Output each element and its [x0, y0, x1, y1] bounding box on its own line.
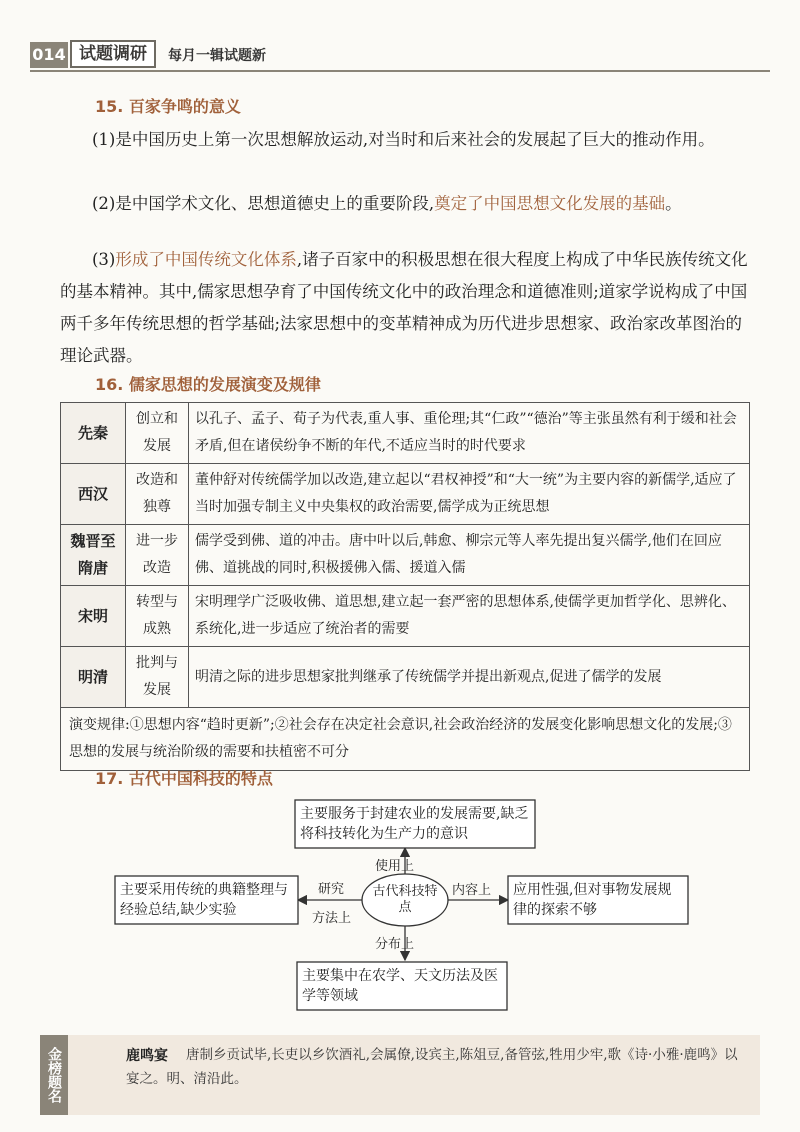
era-cell: 魏晋至隋唐 — [61, 525, 126, 586]
point-2-highlight: 奠定了中国思想文化发展的基础 — [434, 194, 666, 213]
description-cell: 董仲舒对传统儒学加以改造,建立起以“君权神授”和“大一统”为主要内容的新儒学,适应了当时加强专制主义中央集权的政治需要,儒学成为正统思想 — [189, 464, 750, 525]
footer-text: 唐制乡贡试毕,长吏以乡饮酒礼,会属僚,设宾主,陈俎豆,备管弦,牲用少牢,歌《诗·小雅·鹿鸣》以宴之。明、清沿此。 — [126, 1047, 738, 1087]
section-15-title: 15. 百家争鸣的意义 — [95, 97, 241, 116]
table-row — [61, 464, 750, 525]
right-box-text: 应用性强,但对事物发展规律的探索不够 — [513, 882, 672, 918]
era-cell: 明清 — [61, 647, 126, 708]
top-box-text: 主要服务于封建农业的发展需要,缺乏将科技转化为生产力的意识 — [300, 806, 529, 842]
tech-features-mindmap — [100, 790, 700, 1020]
bottom-box-text: 主要集中在农学、天文历法及医学等领域 — [302, 968, 498, 1004]
point-2-text-c: 。 — [665, 194, 682, 213]
header-subtitle: 每月一辑试题新 — [168, 48, 266, 64]
era-cell: 西汉 — [61, 464, 126, 525]
section-15-point-3 — [60, 244, 750, 372]
label-left-1: 研究 — [318, 882, 345, 897]
stage-cell: 转型与成熟 — [126, 586, 189, 647]
footer-term: 鹿鸣宴 — [126, 1048, 168, 1064]
stage-cell: 创立和发展 — [126, 403, 189, 464]
section-15-point-2 — [60, 188, 750, 220]
point-3-text-c: ,诸子百家中的积极思想在很大程度上构成了中华民族传统文化的基本精神。其中,儒家思想孕育了中国传统文化中的政治理念和道德准则;道家学说构成了中国两千多年传统思想的哲学基础;法家思想中的变革精神成为历代进步思想家、政治家改革图治的理论武器。 — [60, 250, 748, 365]
label-top: 使用上 — [375, 859, 415, 874]
header-divider — [30, 70, 770, 72]
page-header — [0, 0, 800, 78]
table-row — [61, 403, 750, 464]
page-number: 014 — [30, 42, 68, 68]
evolution-pattern-summary: 演变规律:①思想内容“趋时更新”;②社会存在决定社会意识,社会政治经济的发展变化影响思想文化的发展;③思想的发展与统治阶级的需要和扶植密不可分 — [61, 708, 750, 771]
stage-cell: 改造和独尊 — [126, 464, 189, 525]
description-cell: 儒学受到佛、道的冲击。唐中叶以后,韩愈、柳宗元等人率先提出复兴儒学,他们在回应佛、道挑战的同时,积极援佛入儒、援道入儒 — [189, 525, 750, 586]
table-row — [61, 525, 750, 586]
footer-strip: 金榜题名 — [40, 1035, 68, 1115]
stage-cell: 批判与发展 — [126, 647, 189, 708]
era-cell: 宋明 — [61, 586, 126, 647]
point-3-text-a: (3) — [92, 250, 116, 269]
description-cell: 明清之际的进步思想家批判继承了传统儒学并提出新观点,促进了儒学的发展 — [189, 647, 750, 708]
section-17-title: 17. 古代中国科技的特点 — [95, 769, 273, 788]
point-2-text-a: (2)是中国学术文化、思想道德史上的重要阶段, — [92, 194, 435, 213]
label-left-2: 方法上 — [312, 911, 352, 926]
description-cell: 宋明理学广泛吸收佛、道思想,建立起一套严密的思想体系,使儒学更加哲学化、思辨化、系统化,进一步适应了统治者的需要 — [189, 586, 750, 647]
point-3-highlight: 形成了中国传统文化体系 — [115, 250, 297, 269]
table-row — [61, 586, 750, 647]
section-15-point-1: (1)是中国历史上第一次思想解放运动,对当时和后来社会的发展起了巨大的推动作用。 — [92, 130, 715, 149]
label-bottom: 分布上 — [375, 937, 415, 952]
footer-note — [40, 1035, 760, 1115]
label-right: 内容上 — [452, 883, 492, 898]
confucianism-development-table — [60, 402, 750, 771]
section-16-title: 16. 儒家思想的发展演变及规律 — [95, 375, 321, 394]
stage-cell: 进一步改造 — [126, 525, 189, 586]
table-summary-row — [61, 708, 750, 771]
center-node-label: 古代科技特点 — [372, 884, 438, 915]
table-row — [61, 647, 750, 708]
left-box-text: 主要采用传统的典籍整理与经验总结,缺少实验 — [120, 882, 288, 918]
era-cell: 先秦 — [61, 403, 126, 464]
description-cell: 以孔子、孟子、荀子为代表,重人事、重伦理;其“仁政”“德治”等主张虽然有利于缓和社会矛盾,但在诸侯纷争不断的年代,不适应当时的时代要求 — [189, 403, 750, 464]
section-tag: 试题调研 — [70, 40, 156, 68]
